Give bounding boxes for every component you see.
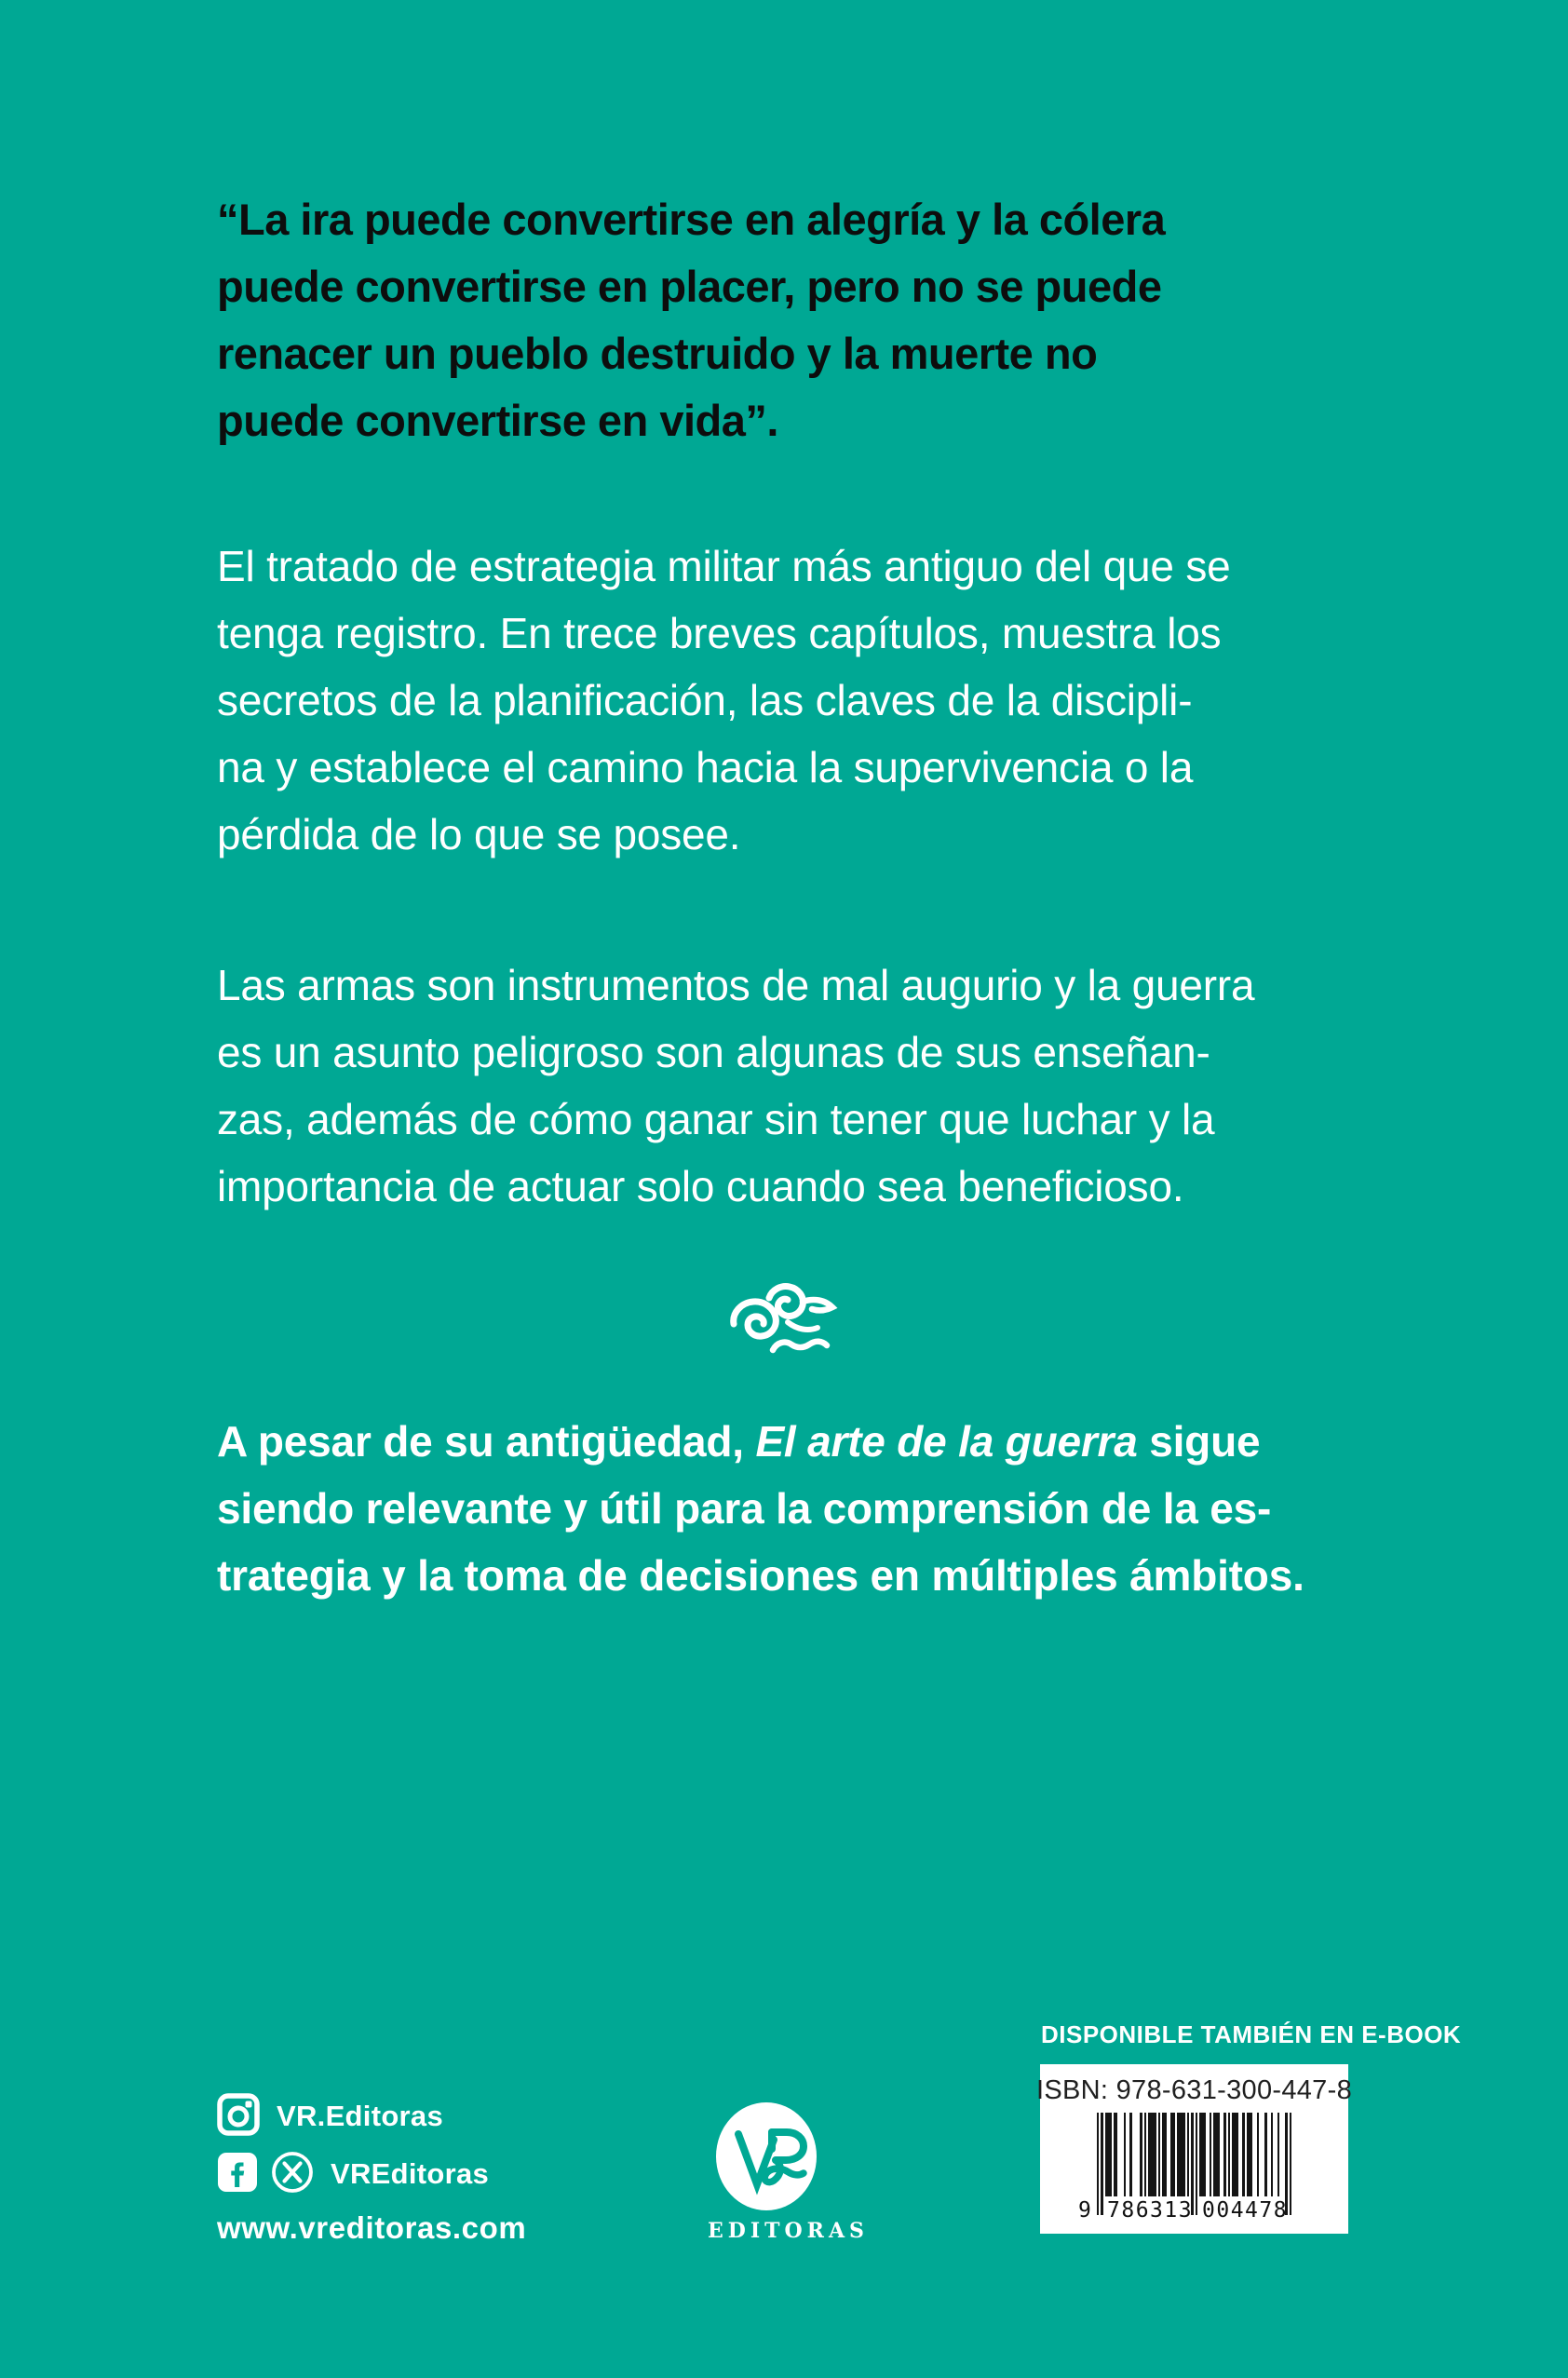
text-line: na y establece el camino hacia la supervivencia o la — [217, 743, 1194, 791]
barcode-digit-group2: 004478 — [1202, 2198, 1289, 2223]
text-line: El tratado de estrategia militar más antiguo del que se — [217, 542, 1231, 590]
instagram-handle: VR.Editoras — [277, 2100, 444, 2132]
closing-suffix: sigue — [1137, 1417, 1261, 1466]
vr-monogram-icon — [716, 2102, 817, 2210]
text-line: siendo relevante y útil para la comprensión de la es- — [217, 1484, 1272, 1533]
description-paragraph-1 — [217, 533, 1390, 868]
facebook-icon — [217, 2152, 258, 2197]
isbn-barcode-box — [1036, 2064, 1352, 2234]
text-line: secretos de la planificación, las claves de la discipli- — [217, 676, 1193, 724]
closing-paragraph — [217, 1408, 1390, 1609]
quote-line: puede convertirse en placer, pero no se puede — [217, 262, 1162, 311]
quote-line: puede convertirse en vida”. — [217, 396, 778, 445]
quote-line: renacer un pueblo destruido y la muerte no — [217, 329, 1098, 378]
quote-block — [217, 186, 1390, 454]
book-title-italic: El arte de la guerra — [755, 1417, 1138, 1466]
text-line: es un asunto peligroso son algunas de sus enseñan- — [217, 1028, 1210, 1076]
social-links-block — [217, 2095, 526, 2246]
x-icon — [271, 2151, 314, 2198]
facebook-x-row — [217, 2153, 526, 2196]
cloud-ornament-icon — [721, 1277, 844, 1363]
text-line: trategia y la toma de decisiones en múltiples ámbitos. — [217, 1551, 1304, 1600]
isbn-label: ISBN: 978-631-300-447-8 — [1036, 2075, 1352, 2105]
facebook-x-handle: VREditoras — [331, 2157, 490, 2190]
text-line: tenga registro. En trece breves capítulos, muestra los — [217, 609, 1222, 657]
instagram-row — [217, 2095, 526, 2138]
ebook-availability-label: DISPONIBLE TAMBIÉN EN E-BOOK — [1041, 2020, 1462, 2048]
instagram-icon — [217, 2093, 260, 2141]
closing-prefix: A pesar de su antigüedad, — [217, 1417, 756, 1466]
text-line — [217, 1408, 1390, 1475]
text-line: pérdida de lo que se posee. — [217, 810, 741, 858]
barcode-digit-group1: 786313 — [1107, 2198, 1194, 2223]
barcode-digit-left: 9 — [1078, 2198, 1091, 2223]
publisher-logo — [708, 2102, 869, 2243]
publisher-wordmark: EDITORAS — [708, 2219, 869, 2243]
text-line: importancia de actuar solo cuando sea beneficioso. — [217, 1162, 1184, 1210]
quote-line: “La ira puede convertirse en alegría y la cólera — [217, 195, 1166, 244]
description-paragraph-2 — [217, 952, 1390, 1220]
website-url: www.vreditoras.com — [217, 2210, 527, 2245]
text-line: zas, además de cómo ganar sin tener que luchar y la — [217, 1095, 1215, 1143]
text-line: Las armas son instrumentos de mal augurio y la guerra — [217, 961, 1255, 1009]
barcode — [1078, 2113, 1291, 2230]
